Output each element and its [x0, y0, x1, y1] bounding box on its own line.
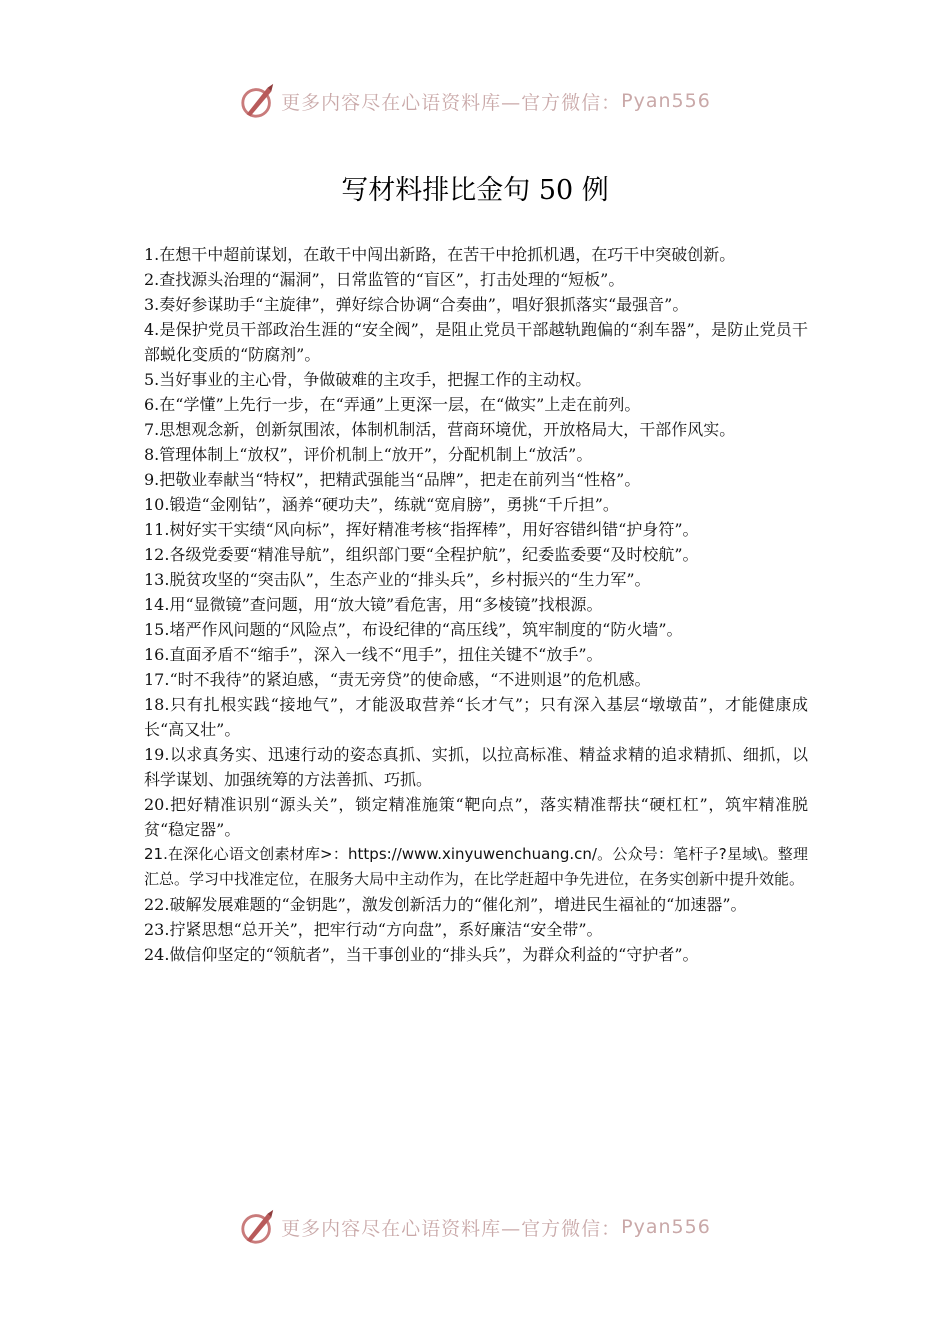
list-item: 7.思想观念新，创新氛围浓，体制机制活，营商环境优，开放格局大，干部作风实。 [144, 420, 736, 439]
list-item: 13.脱贫攻坚的“突击队”，生态产业的“排头兵”，乡村振兴的“生力军”。 [144, 570, 651, 589]
list-item: 5.当好事业的主心骨，争做破难的主攻手，把握工作的主动权。 [144, 370, 592, 389]
list-item: 6.在“学懂”上先行一步，在“弄通”上更深一层，在“做实”上走在前列。 [144, 395, 641, 414]
list-item: 24.做信仰坚定的“领航者”，当干事创业的“排头兵”，为群众利益的“守护者”。 [144, 945, 699, 964]
list-item: 18.只有扎根实践“接地气”，才能汲取营养“长才气”；只有深入基层“墩墩苗”，才能健康成长“高又壮”。 [144, 695, 808, 739]
quill-logo-icon [239, 82, 277, 120]
list-item: 17.“时不我待”的紧迫感，“责无旁贷”的使命感，“不进则退”的危机感。 [144, 670, 651, 689]
header-banner [0, 82, 950, 120]
document-body [144, 242, 808, 967]
footer-banner [0, 1208, 950, 1246]
list-item: 21.在深化心语文创素材库>：https://www.xinyuwenchuang.cn/。公众号：笔杆子?星域\。整理汇总。学习中找准定位，在服务大局中主动作为，在比学赶超中争先进位，在务实创新中提升效能。 [144, 845, 808, 888]
list-item: 10.锻造“金刚钻”，涵养“硬功夫”，练就“宽肩膀”，勇挑“千斤担”。 [144, 495, 619, 514]
wechat-id: Pyan556 [621, 1216, 711, 1238]
list-item: 9.把敬业奉献当“特权”，把精武强能当“品牌”，把走在前列当“性格”。 [144, 470, 641, 489]
banner-text: 更多内容尽在心语资料库—官方微信： [281, 91, 622, 114]
list-item: 8.管理体制上“放权”，评价机制上“放开”，分配机制上“放活”。 [144, 445, 593, 464]
list-item: 3.奏好参谋助手“主旋律”，弹好综合协调“合奏曲”，唱好狠抓落实“最强音”。 [144, 295, 689, 314]
document-title: 写材料排比金句 50 例 [341, 175, 609, 207]
list-item: 20.把好精准识别“源头关”，锁定精准施策“靶向点”，落实精准帮扶“硬杠杠”，筑牢精准脱贫“稳定器”。 [144, 795, 808, 839]
list-item: 22.破解发展难题的“金钥匙”，激发创新活力的“催化剂”，增进民生福祉的“加速器”。 [144, 895, 747, 914]
list-item: 16.直面矛盾不“缩手”，深入一线不“甩手”，扭住关键不“放手”。 [144, 645, 603, 664]
list-item: 12.各级党委要“精准导航”，组织部门要“全程护航”，纪委监委要“及时校航”。 [144, 545, 699, 564]
list-item: 4.是保护党员干部政治生涯的“安全阀”，是阻止党员干部越轨跑偏的“刹车器”，是防止党员干部蜕化变质的“防腐剂”。 [144, 320, 808, 364]
list-item: 19.以求真务实、迅速行动的姿态真抓、实抓，以拉高标准、精益求精的追求精抓、细抓，以科学谋划、加强统筹的方法善抓、巧抓。 [144, 745, 808, 789]
list-item: 2.查找源头治理的“漏洞”，日常监管的“盲区”，打击处理的“短板”。 [144, 270, 625, 289]
list-item: 14.用“显微镜”查问题，用“放大镜”看危害，用“多棱镜”找根源。 [144, 595, 603, 614]
banner-text: 更多内容尽在心语资料库—官方微信： [281, 1217, 622, 1240]
list-item: 11.树好实干实绩“风向标”，挥好精准考核“指挥棒”，用好容错纠错“护身符”。 [144, 520, 699, 539]
wechat-id: Pyan556 [621, 90, 711, 112]
list-item: 1.在想干中超前谋划，在敢干中闯出新路，在苦干中抢抓机遇，在巧干中突破创新。 [144, 245, 736, 264]
quill-logo-icon [239, 1208, 277, 1246]
list-item: 15.堵严作风问题的“风险点”，布设纪律的“高压线”，筑牢制度的“防火墙”。 [144, 620, 683, 639]
list-item: 23.拧紧思想“总开关”，把牢行动“方向盘”，系好廉洁“安全带”。 [144, 920, 603, 939]
